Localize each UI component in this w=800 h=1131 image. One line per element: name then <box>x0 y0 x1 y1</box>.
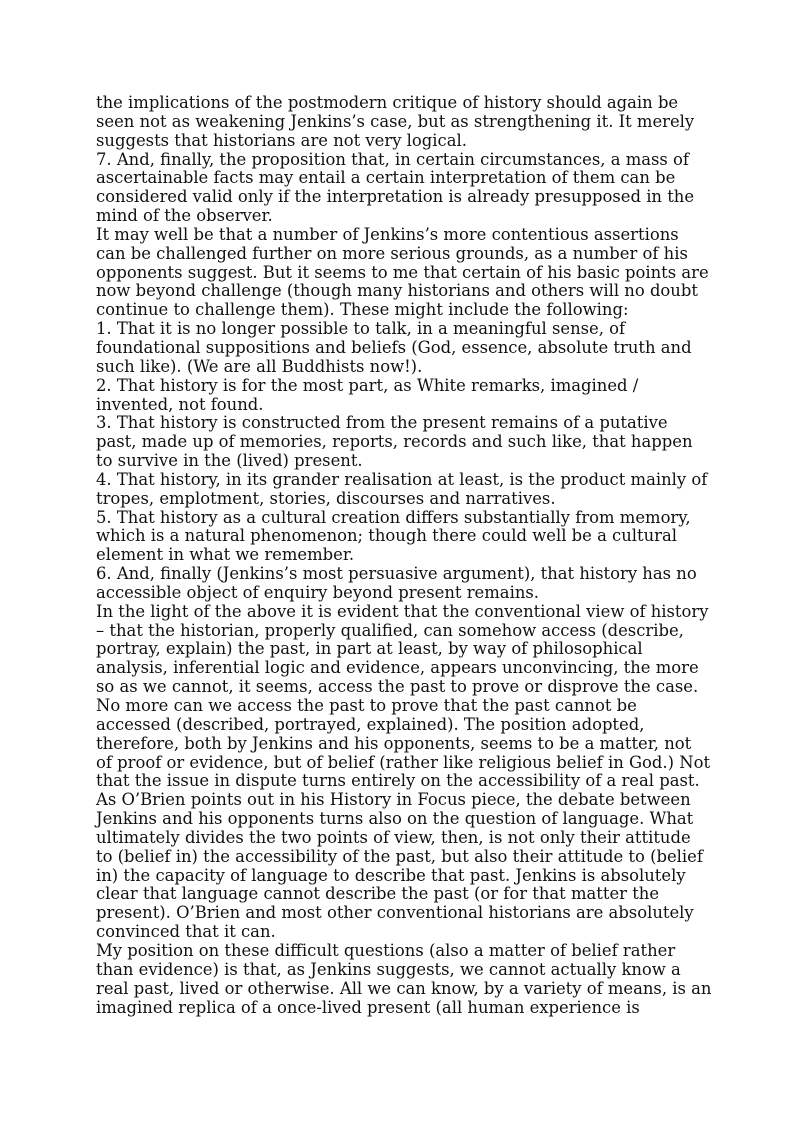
text-line: to (belief in) the accessibility of the past, but also their attitude to (belief <box>96 846 703 866</box>
text-line: therefore, both by Jenkins and his opponents, seems to be a matter, not <box>96 733 692 753</box>
text-line: accessed (described, portrayed, explained). The position adopted, <box>96 714 645 734</box>
text-line: tropes, emplotment, stories, discourses and narratives. <box>96 488 556 508</box>
text-line: It may well be that a number of Jenkins’s more contentious assertions <box>96 224 679 244</box>
text-line: No more can we access the past to prove that the past cannot be <box>96 696 637 715</box>
text-line: present). O’Brien and most other conventional historians are absolutely <box>96 903 694 923</box>
text-line: 7. And, finally, the proposition that, in certain circumstances, a mass of <box>96 149 689 169</box>
text-line: past, made up of memories, reports, records and such like, that happen <box>96 432 693 452</box>
text-line: analysis, inferential logic and evidence, appears unconvincing, the more <box>96 658 699 678</box>
text-line: – that the historian, properly qualified, can somehow access (describe, <box>96 620 684 640</box>
text-line: of proof or evidence, but of belief (rather like religious belief in God.) Not <box>96 752 711 772</box>
text-line: portray, explain) the past, in part at least, by way of philosophical <box>96 639 643 659</box>
text-line: real past, lived or otherwise. All we can know, by a variety of means, is an <box>96 978 712 998</box>
text-line: to survive in the (lived) present. <box>96 451 363 471</box>
text-line: than evidence) is that, as Jenkins suggests, we cannot actually know a <box>96 959 681 979</box>
text-line: suggests that historians are not very logical. <box>96 130 467 150</box>
document-page <box>96 94 716 1017</box>
text-line: element in what we remember. <box>96 545 355 565</box>
text-line: Jenkins and his opponents turns also on the question of language. What <box>96 809 694 829</box>
text-line: In the light of the above it is evident that the conventional view of history <box>96 601 709 621</box>
text-line: so as we cannot, it seems, access the past to prove or disprove the case. <box>96 677 699 697</box>
text-line: clear that language cannot describe the past (or for that matter the <box>96 884 660 904</box>
text-line: 1. That it is no longer possible to talk, in a meaningful sense, of <box>96 319 626 339</box>
text-line: imagined replica of a once-lived present (all human experience is <box>96 997 640 1017</box>
text-line: that the issue in dispute turns entirely on the accessibility of a real past. <box>96 771 700 791</box>
text-line: opponents suggest. But it seems to me that certain of his basic points are <box>96 262 709 282</box>
text-line: As O’Brien points out in his History in Focus piece, the debate between <box>96 790 691 810</box>
text-line: 3. That history is constructed from the present remains of a putative <box>96 413 668 433</box>
text-line: 6. And, finally (Jenkins’s most persuasive argument), that history has no <box>96 564 697 584</box>
text-line: 4. That history, in its grander realisation at least, is the product mainly of <box>96 469 708 489</box>
text-line: seen not as weakening Jenkins’s case, but as strengthening it. It merely <box>96 111 695 131</box>
text-line: invented, not found. <box>96 394 264 414</box>
text-line: 5. That history as a cultural creation differs substantially from memory, <box>96 507 691 527</box>
text-line: accessible object of enquiry beyond present remains. <box>96 582 539 602</box>
text-line: 2. That history is for the most part, as White remarks, imagined / <box>96 375 639 395</box>
text-line: considered valid only if the interpretation is already presupposed in the <box>96 187 695 207</box>
text-line: the implications of the postmodern critique of history should again be <box>96 93 679 112</box>
text-line: mind of the observer. <box>96 206 273 226</box>
text-line: ascertainable facts may entail a certain interpretation of them can be <box>96 168 676 188</box>
text-line: My position on these difficult questions (also a matter of belief rather <box>96 940 676 960</box>
text-line: continue to challenge them). These might include the following: <box>96 300 629 320</box>
text-line: convinced that it can. <box>96 922 276 942</box>
text-line: foundational suppositions and beliefs (God, essence, absolute truth and <box>96 337 692 357</box>
text-line: can be challenged further on more serious grounds, as a number of his <box>96 243 688 263</box>
text-line: such like). (We are all Buddhists now!). <box>96 356 423 376</box>
text-line: which is a natural phenomenon; though there could well be a cultural <box>96 526 678 546</box>
text-line: now beyond challenge (though many historians and others will no doubt <box>96 281 698 301</box>
text-line: in) the capacity of language to describe that past. Jenkins is absolutely <box>96 865 686 885</box>
text-line: ultimately divides the two points of view, then, is not only their attitude <box>96 827 691 847</box>
